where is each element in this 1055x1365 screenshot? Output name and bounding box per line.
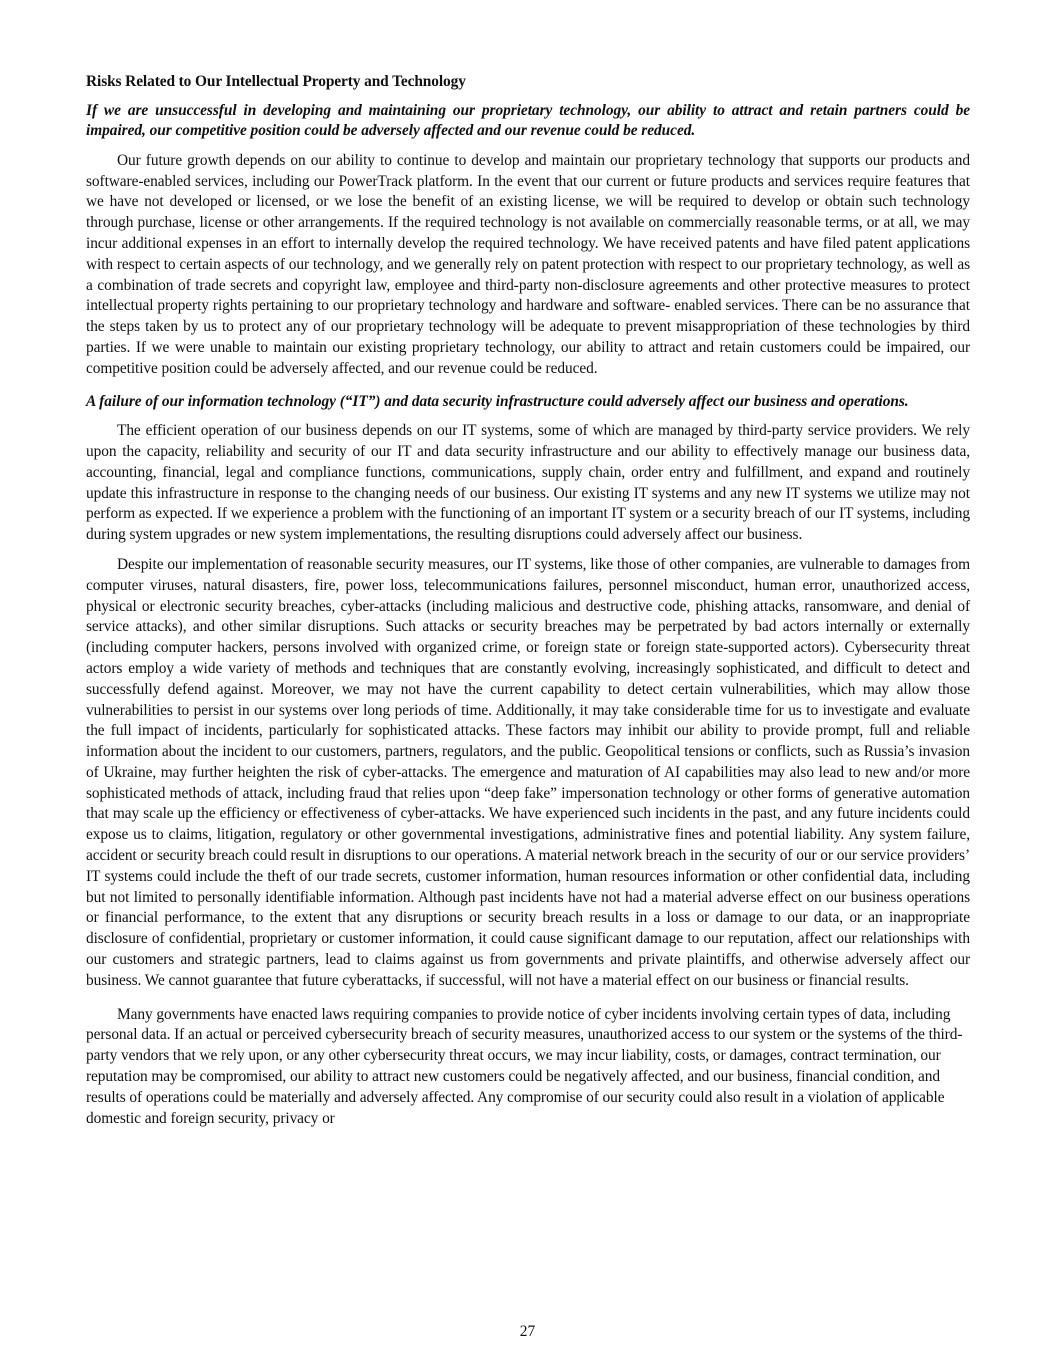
paragraph-it-operations: The efficient operation of our business depends on our IT systems, some of which are managed by third-party service providers. We rely upon the capacity, reliability and security of our IT and data security infrastructure and our ability to effectively manage our business data, accounting, financial, legal and compliance functions, communications, supply chain, order entry and fulfillment, and expand and routinely update this infrastructure in response to the changing needs of our business. Our existing IT systems and any new IT systems we utilize may not perform as expected. If we experience a problem with the functioning of an important IT system or a security breach of our IT systems, including during system upgrades or new system implementations, the resulting disruptions could adversely affect our business. [86, 422, 970, 544]
page-number: 27 [519, 1323, 536, 1340]
paragraph-cyber-incident-notice-laws: Many governments have enacted laws requiring companies to provide notice of cyber incidents involving certain types of data, including personal data. If an actual or perceived cybersecurity breach of security measures, unauthorized access to our system or the systems of the third-party vendors that we rely upon, or any other cybersecurity threat occurs, we may incur liability, costs, or damages, contract termination, our reputation may be compromised, our ability to attract new customers could be negatively affected, and our business, financial condition, and results of operations could be materially and adversely affected. Any compromise of our security could also result in a violation of applicable domestic and foreign security, privacy or [86, 1005, 963, 1127]
section-heading: Risks Related to Our Intellectual Property and Technology [86, 73, 466, 90]
risk-factor-heading-it-security: A failure of our information technology (“IT”) and data security infrastructure could adversely affect our business and operations. [86, 392, 909, 410]
paragraph-proprietary-technology: Our future growth depends on our ability to continue to develop and maintain our proprietary technology that supports our products and software-enabled services, including our PowerTrack platform. In the event that our current or future products and services require features that we have not developed or licensed, or we lose the benefit of an existing license, we will be required to develop or obtain such technology through purchase, license or other arrangements. If the required technology is not available on commercially reasonable terms, or at all, we may incur additional expenses in an effort to internally develop the required technology. We have received patents and have filed patent applications with respect to certain aspects of our technology, and we generally rely on patent protection with respect to our proprietary technology, as well as a combination of trade secrets and copyright law, employee and third-party non-disclosure agreements and other protective measures to protect intellectual property rights pertaining to our proprietary technology and hardware and software- enabled services. There can be no assurance that the steps taken by us to protect any of our proprietary technology will be adequate to prevent misappropriation of these technologies by third parties. If we were unable to maintain our existing proprietary technology, our ability to attract and retain customers could be impaired, our competitive position could be adversely affected, and our revenue could be reduced. [86, 151, 970, 377]
document-page [86, 72, 970, 1138]
paragraph-security-vulnerabilities: Despite our implementation of reasonable security measures, our IT systems, like those of other companies, are vulnerable to damages from computer viruses, natural disasters, fire, power loss, telecommunications failures, personnel misconduct, human error, unauthorized access, physical or electronic security breaches, cyber-attacks (including malicious and destructive code, phishing attacks, ransomware, and denial of service attacks), and other similar disruptions. Such attacks or security breaches may be perpetrated by bad actors internally or externally (including computer hackers, persons involved with organized crime, or foreign state or foreign state-supported actors). Cybersecurity threat actors employ a wide variety of methods and techniques that are constantly evolving, increasingly sophisticated, and difficult to detect and successfully defend against. Moreover, we may not have the current capability to detect certain vulnerabilities, which may allow those vulnerabilities to persist in our systems over long periods of time. Additionally, it may take considerable time for us to investigate and evaluate the full impact of incidents, particularly for sophisticated attacks. These factors may inhibit our ability to provide prompt, full and reliable information about the incident to our customers, partners, regulators, and the public. Geopolitical tensions or conflicts, such as Russia’s invasion of Ukraine, may further heighten the risk of cyber-attacks. The emergence and maturation of AI capabilities may also lead to new and/or more sophisticated methods of attack, including fraud that relies upon “deep fake” impersonation technology or other forms of generative automation that may scale up the efficiency or effectiveness of cyber-attacks. We have experienced such incidents in the past, and any future incidents could expose us to claims, litigation, regulatory or other governmental investigations, administrative fines and potential liability. Any system failure, accident or security breach could result in disruptions to our operations. A material network breach in the security of our or our service providers’ IT systems could include the theft of our trade secrets, customer information, human resources information or other confidential data, including but not limited to personally identifiable information. Although past incidents have not had a material adverse effect on our business operations or financial performance, to the extent that any disruptions or security breach results in a loss or damage to our data, or an inappropriate disclosure of confidential, proprietary or customer information, it could cause significant damage to our reputation, affect our relationships with our customers and strategic partners, lead to claims against us from governments and private plaintiffs, and otherwise adversely affect our business. We cannot guarantee that future cyberattacks, if successful, will not have a material effect on our business or financial results. [86, 555, 970, 989]
risk-factor-heading-proprietary-technology: If we are unsuccessful in developing and maintaining our proprietary technology, our ability to attract and retain partners could be impaired, our competitive position could be adversely affected and our revenue could be reduced. [86, 101, 970, 140]
